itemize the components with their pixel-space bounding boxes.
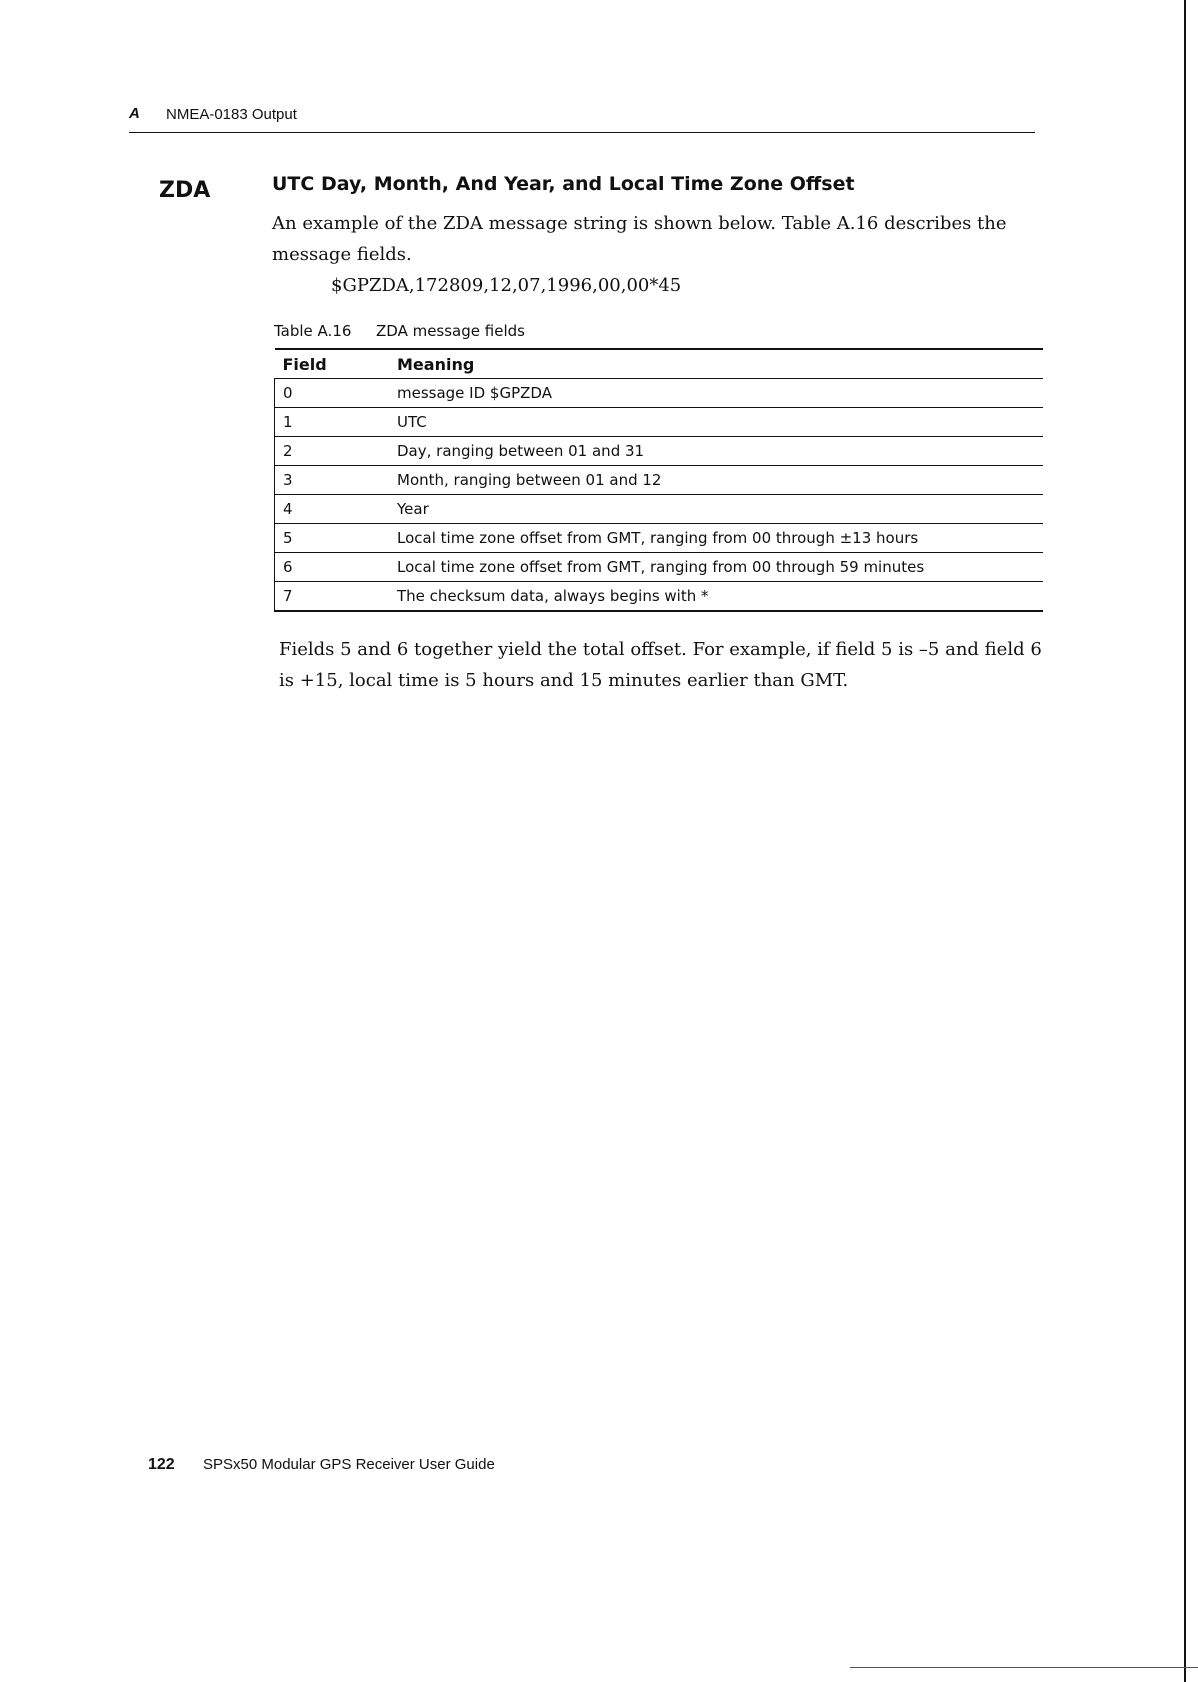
meaning-cell: The checksum data, always begins with * bbox=[389, 582, 1043, 612]
table-caption-label: Table A.16 bbox=[274, 322, 352, 340]
offset-note: Fields 5 and 6 together yield the total offset. For example, if field 5 is –5 and field 6 is +15, local time is 5 hours and 15 minutes earlier than GMT. bbox=[279, 639, 1042, 691]
table-row bbox=[275, 437, 1044, 466]
appendix-letter: A bbox=[129, 105, 140, 122]
table-header-row bbox=[275, 349, 1044, 379]
table-row bbox=[275, 379, 1044, 408]
table-row bbox=[275, 466, 1044, 495]
field-cell: 1 bbox=[275, 408, 390, 437]
bottom-scan-line bbox=[850, 1667, 1198, 1668]
zda-fields-table bbox=[274, 348, 1043, 612]
table-row bbox=[275, 553, 1044, 582]
table-row bbox=[275, 408, 1044, 437]
page-edge-line bbox=[1184, 0, 1186, 1682]
field-cell: 0 bbox=[275, 379, 390, 408]
table-caption-text: ZDA message fields bbox=[376, 322, 525, 340]
meaning-cell: Day, ranging between 01 and 31 bbox=[389, 437, 1043, 466]
header-meaning: Meaning bbox=[389, 349, 1043, 379]
intro-paragraph: An example of the ZDA message string is shown below. Table A.16 describes the message fields. bbox=[272, 213, 1007, 265]
table-row bbox=[275, 582, 1044, 612]
meaning-cell: Local time zone offset from GMT, ranging from 00 through ±13 hours bbox=[389, 524, 1043, 553]
table-row bbox=[275, 524, 1044, 553]
chapter-title: NMEA-0183 Output bbox=[166, 106, 297, 123]
meaning-cell: Year bbox=[389, 495, 1043, 524]
field-cell: 4 bbox=[275, 495, 390, 524]
meaning-cell: Month, ranging between 01 and 12 bbox=[389, 466, 1043, 495]
header-field: Field bbox=[275, 349, 390, 379]
meaning-cell: Local time zone offset from GMT, ranging from 00 through 59 minutes bbox=[389, 553, 1043, 582]
field-cell: 6 bbox=[275, 553, 390, 582]
field-cell: 7 bbox=[275, 582, 390, 612]
section-title: UTC Day, Month, And Year, and Local Time Zone Offset bbox=[272, 173, 855, 195]
header-divider bbox=[129, 132, 1035, 133]
page-number: 122 bbox=[148, 1456, 175, 1473]
meaning-cell: message ID $GPZDA bbox=[389, 379, 1043, 408]
example-message: $GPZDA,172809,12,07,1996,00,00*45 bbox=[331, 275, 682, 296]
meaning-cell: UTC bbox=[389, 408, 1043, 437]
guide-title: SPSx50 Modular GPS Receiver User Guide bbox=[203, 1456, 495, 1473]
field-cell: 2 bbox=[275, 437, 390, 466]
field-cell: 5 bbox=[275, 524, 390, 553]
field-cell: 3 bbox=[275, 466, 390, 495]
section-code: ZDA bbox=[159, 178, 211, 203]
table-row bbox=[275, 495, 1044, 524]
